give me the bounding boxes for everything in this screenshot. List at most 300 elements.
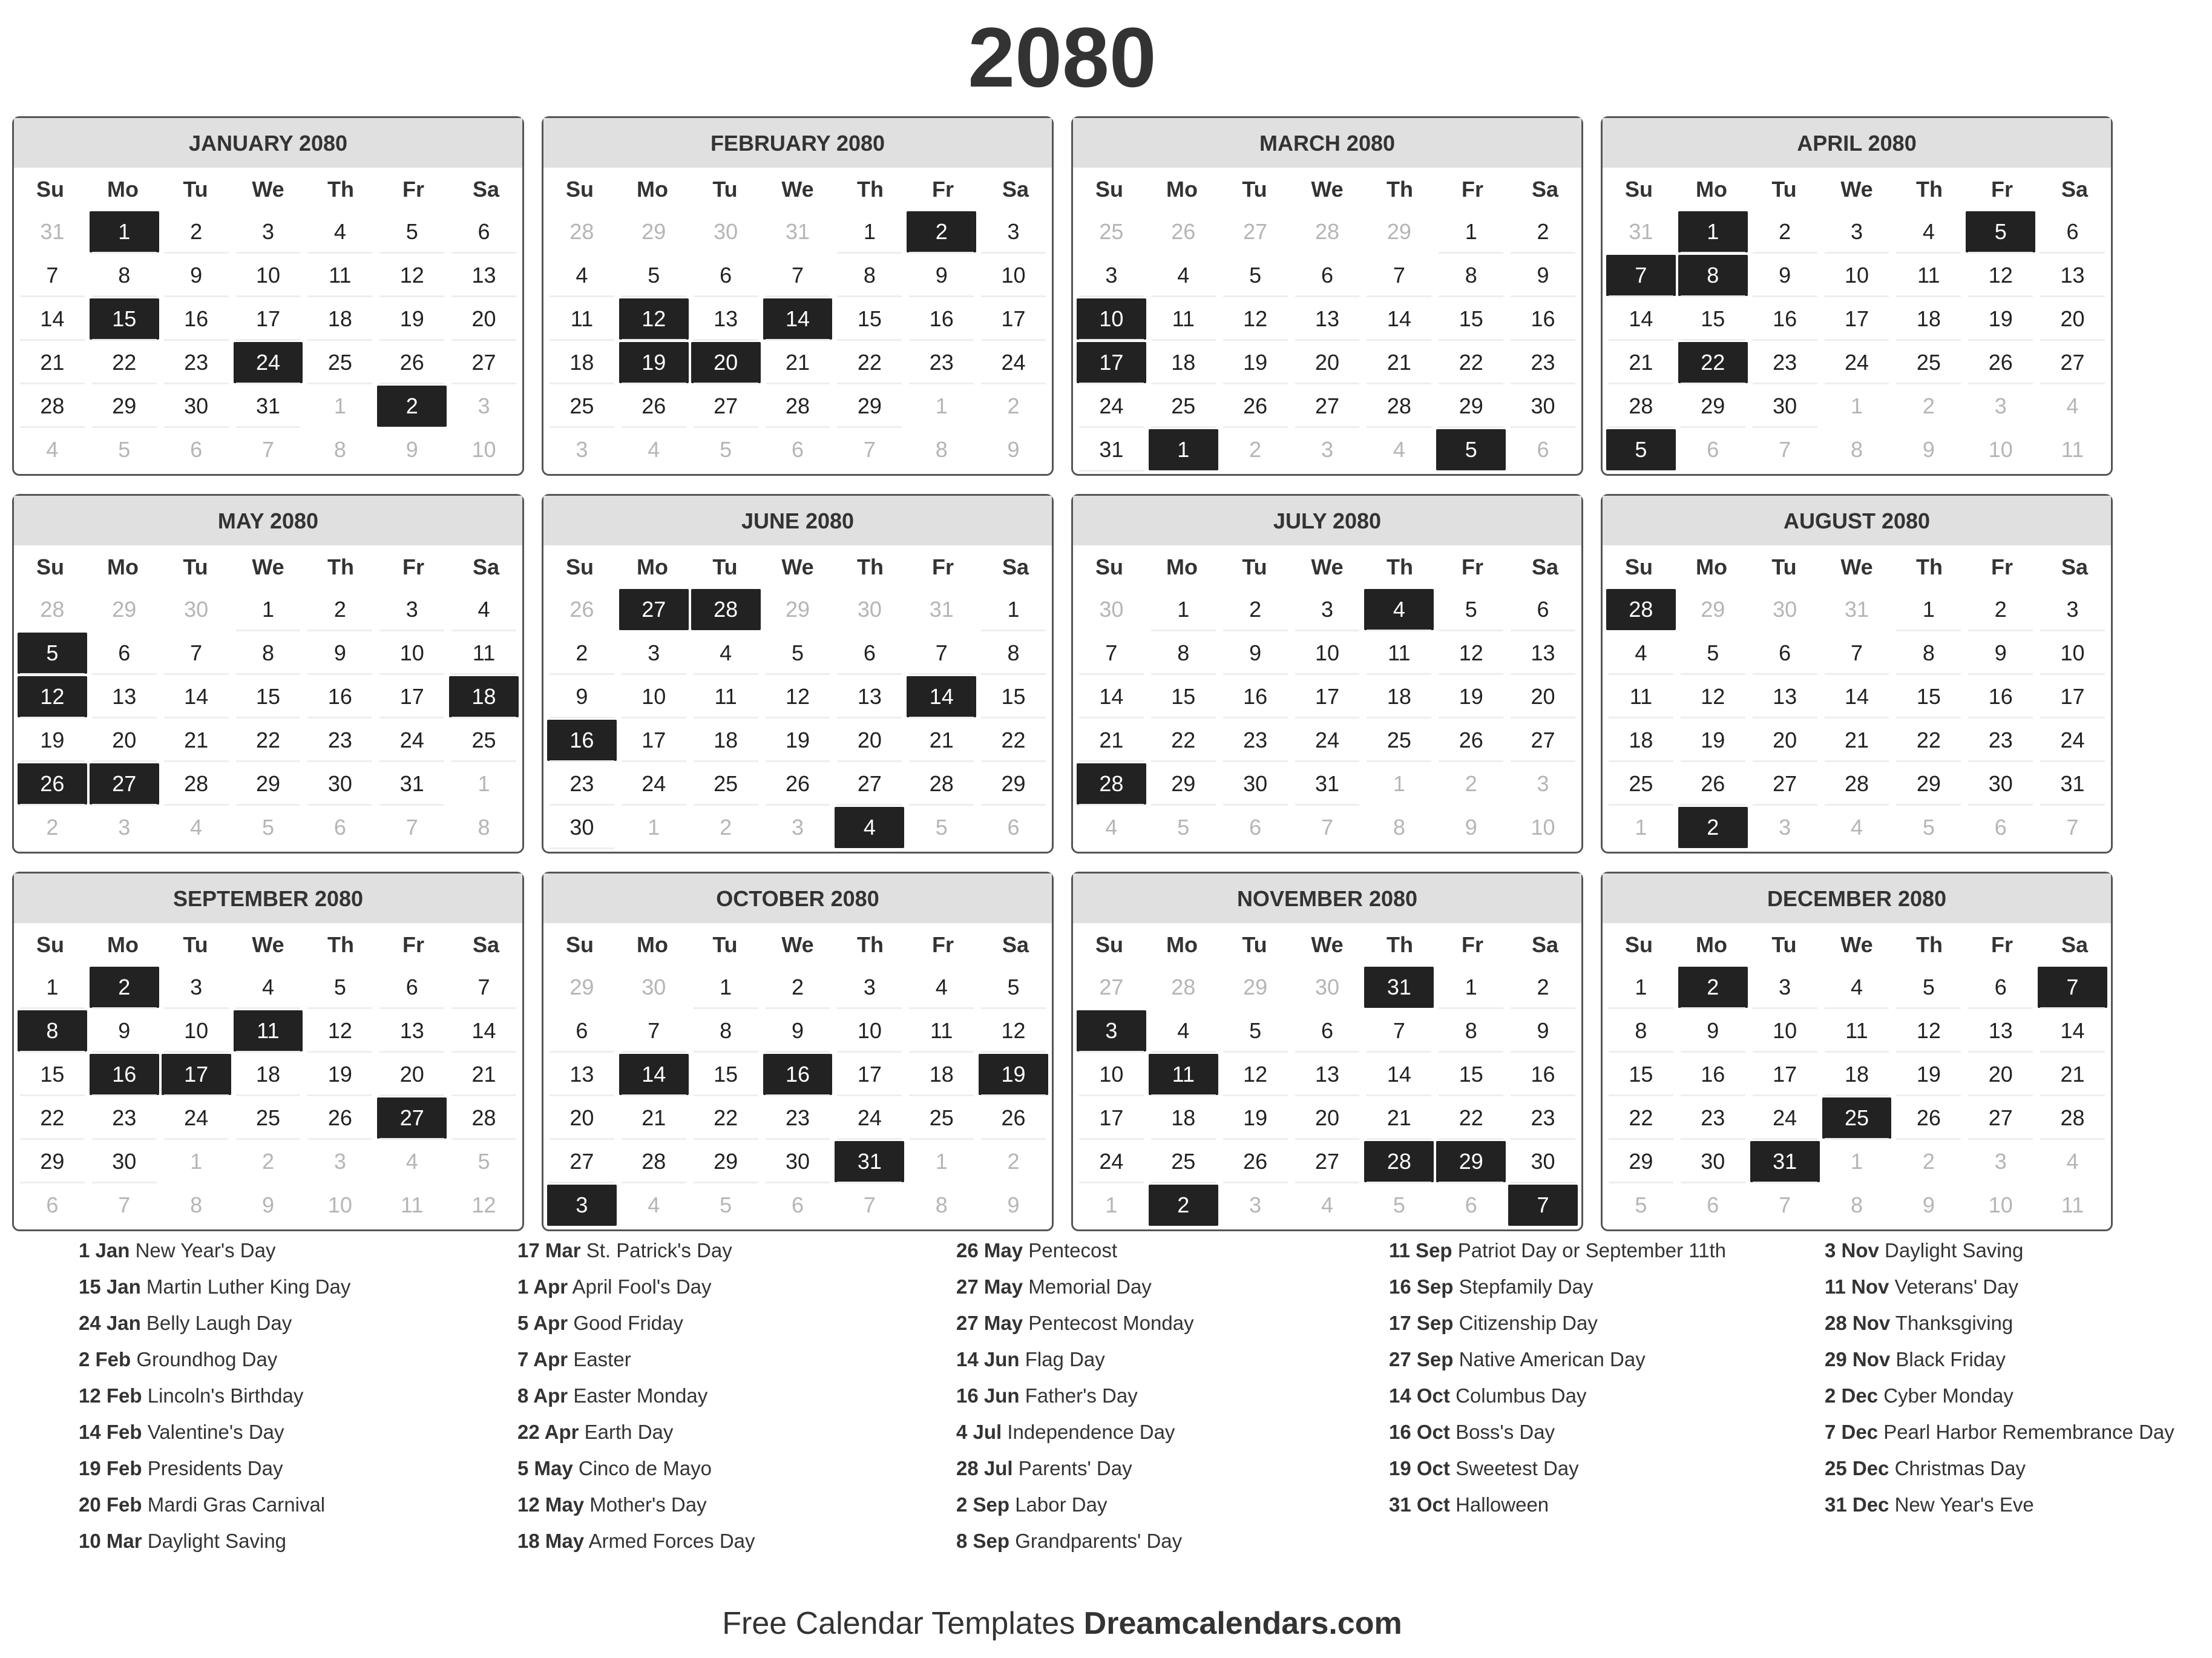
day-cell[interactable]: 9 xyxy=(162,255,231,296)
day-cell[interactable]: 6 xyxy=(1508,589,1578,630)
day-cell[interactable]: 21 xyxy=(1606,342,1676,383)
day-cell[interactable]: 27 xyxy=(1966,1097,2035,1139)
day-cell[interactable]: 5 xyxy=(1221,255,1290,296)
day-cell[interactable]: 6 xyxy=(1966,967,2035,1008)
day-cell[interactable]: 31 xyxy=(1293,763,1362,804)
day-cell-other-month[interactable]: 8 xyxy=(935,1193,948,1217)
day-cell[interactable]: 1 xyxy=(691,967,761,1008)
day-cell[interactable]: 21 xyxy=(449,1054,519,1095)
day-cell-holiday[interactable]: 12 xyxy=(18,676,87,717)
day-cell[interactable]: 25 xyxy=(907,1097,976,1139)
day-cell[interactable]: 21 xyxy=(619,1097,689,1139)
day-cell[interactable]: 24 xyxy=(1750,1097,1820,1139)
day-cell-other-month[interactable]: 8 xyxy=(190,1193,203,1217)
day-cell-other-month[interactable]: 9 xyxy=(1007,1193,1020,1217)
day-cell-holiday[interactable]: 10 xyxy=(1077,298,1146,340)
day-cell[interactable]: 3 xyxy=(377,589,447,630)
day-cell-other-month[interactable]: 29 xyxy=(569,975,594,999)
day-cell[interactable]: 16 xyxy=(1221,676,1290,717)
day-cell[interactable]: 2 xyxy=(305,589,375,630)
day-cell[interactable]: 17 xyxy=(619,720,689,761)
day-cell[interactable]: 15 xyxy=(1894,676,1963,717)
day-cell[interactable]: 11 xyxy=(449,633,519,674)
day-cell[interactable]: 23 xyxy=(1221,720,1290,761)
day-cell[interactable]: 13 xyxy=(1966,1010,2035,1051)
day-cell[interactable]: 2 xyxy=(547,633,617,674)
day-cell-other-month[interactable]: 4 xyxy=(1105,815,1118,840)
day-cell[interactable]: 9 xyxy=(907,255,976,296)
day-cell[interactable]: 7 xyxy=(1364,255,1434,296)
day-cell[interactable]: 1 xyxy=(1436,967,1506,1008)
day-cell[interactable]: 1 xyxy=(835,211,904,252)
day-cell[interactable]: 19 xyxy=(1966,298,2035,340)
day-cell-holiday[interactable]: 14 xyxy=(907,676,976,717)
day-cell-holiday[interactable]: 2 xyxy=(1678,967,1748,1008)
day-cell[interactable]: 20 xyxy=(1293,1097,1362,1139)
day-cell[interactable]: 5 xyxy=(1678,633,1748,674)
day-cell-other-month[interactable]: 7 xyxy=(2066,815,2079,840)
day-cell[interactable]: 31 xyxy=(377,763,447,804)
day-cell[interactable]: 23 xyxy=(1966,720,2035,761)
day-cell-holiday[interactable]: 2 xyxy=(90,967,159,1008)
day-cell[interactable]: 8 xyxy=(234,633,303,674)
day-cell[interactable]: 13 xyxy=(1508,633,1578,674)
day-cell-other-month[interactable]: 9 xyxy=(405,437,418,462)
day-cell[interactable]: 19 xyxy=(18,720,87,761)
day-cell[interactable]: 3 xyxy=(162,967,231,1008)
day-cell[interactable]: 7 xyxy=(907,633,976,674)
day-cell[interactable]: 15 xyxy=(835,298,904,340)
day-cell[interactable]: 4 xyxy=(305,211,375,252)
day-cell-other-month[interactable]: 1 xyxy=(1850,393,1863,418)
day-cell-holiday[interactable]: 28 xyxy=(691,589,761,630)
day-cell[interactable]: 13 xyxy=(1293,298,1362,340)
day-cell[interactable]: 9 xyxy=(763,1010,833,1051)
day-cell-holiday[interactable]: 2 xyxy=(1678,807,1748,848)
day-cell-holiday[interactable]: 3 xyxy=(1077,1010,1146,1051)
day-cell[interactable]: 17 xyxy=(234,298,303,340)
day-cell[interactable]: 11 xyxy=(1364,633,1434,674)
day-cell-holiday[interactable]: 17 xyxy=(162,1054,231,1095)
day-cell[interactable]: 6 xyxy=(2038,211,2107,252)
day-cell[interactable]: 13 xyxy=(2038,255,2107,296)
day-cell-other-month[interactable]: 5 xyxy=(1922,815,1935,840)
day-cell[interactable]: 25 xyxy=(234,1097,303,1139)
day-cell[interactable]: 27 xyxy=(2038,342,2107,383)
day-cell[interactable]: 17 xyxy=(1822,298,1892,340)
day-cell[interactable]: 2 xyxy=(1750,211,1820,252)
day-cell[interactable]: 10 xyxy=(377,633,447,674)
day-cell-other-month[interactable]: 7 xyxy=(1321,815,1333,840)
day-cell[interactable]: 11 xyxy=(1894,255,1963,296)
day-cell[interactable]: 5 xyxy=(979,967,1048,1008)
day-cell[interactable]: 15 xyxy=(1678,298,1748,340)
day-cell-holiday[interactable]: 12 xyxy=(619,298,689,340)
day-cell-other-month[interactable]: 31 xyxy=(1629,219,1653,244)
day-cell[interactable]: 19 xyxy=(1894,1054,1963,1095)
day-cell[interactable]: 14 xyxy=(2038,1010,2107,1051)
day-cell[interactable]: 26 xyxy=(763,763,833,804)
day-cell[interactable]: 19 xyxy=(305,1054,375,1095)
day-cell-holiday[interactable]: 26 xyxy=(18,763,87,804)
day-cell-other-month[interactable]: 6 xyxy=(190,437,203,462)
day-cell[interactable]: 8 xyxy=(691,1010,761,1051)
day-cell-other-month[interactable]: 10 xyxy=(1988,1193,2013,1217)
day-cell-other-month[interactable]: 8 xyxy=(935,437,948,462)
day-cell-other-month[interactable]: 7 xyxy=(863,1193,876,1217)
day-cell-other-month[interactable]: 4 xyxy=(190,815,203,840)
day-cell[interactable]: 11 xyxy=(1606,676,1676,717)
day-cell-other-month[interactable]: 10 xyxy=(1988,437,2013,462)
day-cell-holiday[interactable]: 2 xyxy=(907,211,976,252)
day-cell[interactable]: 9 xyxy=(1508,255,1578,296)
day-cell[interactable]: 29 xyxy=(90,386,159,427)
day-cell[interactable]: 18 xyxy=(234,1054,303,1095)
day-cell-other-month[interactable]: 5 xyxy=(1635,1193,1647,1217)
day-cell-other-month[interactable]: 28 xyxy=(1314,219,1340,244)
day-cell-holiday[interactable]: 28 xyxy=(1364,1141,1434,1182)
day-cell-other-month[interactable]: 5 xyxy=(720,437,732,462)
day-cell[interactable]: 26 xyxy=(1221,1141,1290,1182)
day-cell-holiday[interactable]: 14 xyxy=(763,298,833,340)
day-cell[interactable]: 22 xyxy=(18,1097,87,1139)
day-cell[interactable]: 2 xyxy=(763,967,833,1008)
day-cell[interactable]: 22 xyxy=(1436,1097,1506,1139)
day-cell-holiday[interactable]: 17 xyxy=(1077,342,1146,383)
day-cell[interactable]: 30 xyxy=(1750,386,1820,427)
day-cell[interactable]: 11 xyxy=(907,1010,976,1051)
day-cell[interactable]: 23 xyxy=(1750,342,1820,383)
day-cell-other-month[interactable]: 1 xyxy=(333,393,346,418)
day-cell[interactable]: 12 xyxy=(377,255,447,296)
day-cell[interactable]: 3 xyxy=(234,211,303,252)
day-cell-other-month[interactable]: 2 xyxy=(46,815,59,840)
day-cell-other-month[interactable]: 7 xyxy=(1779,1193,1791,1217)
day-cell-other-month[interactable]: 2 xyxy=(720,815,732,840)
day-cell[interactable]: 28 xyxy=(1364,386,1434,427)
day-cell-holiday[interactable]: 2 xyxy=(1149,1185,1218,1226)
day-cell[interactable]: 7 xyxy=(763,255,833,296)
day-cell-other-month[interactable]: 6 xyxy=(1249,815,1262,840)
day-cell[interactable]: 12 xyxy=(763,676,833,717)
day-cell[interactable]: 12 xyxy=(1436,633,1506,674)
day-cell[interactable]: 6 xyxy=(1293,255,1362,296)
day-cell[interactable]: 29 xyxy=(835,386,904,427)
day-cell[interactable]: 9 xyxy=(305,633,375,674)
day-cell[interactable]: 1 xyxy=(1606,967,1676,1008)
day-cell[interactable]: 24 xyxy=(1077,1141,1146,1182)
day-cell[interactable]: 30 xyxy=(1508,1141,1578,1182)
day-cell[interactable]: 28 xyxy=(449,1097,519,1139)
day-cell-holiday[interactable]: 1 xyxy=(1149,429,1218,470)
day-cell-other-month[interactable]: 9 xyxy=(1922,437,1935,462)
day-cell[interactable]: 14 xyxy=(1822,676,1892,717)
day-cell[interactable]: 24 xyxy=(619,763,689,804)
day-cell[interactable]: 17 xyxy=(835,1054,904,1095)
day-cell-holiday[interactable]: 22 xyxy=(1678,342,1748,383)
day-cell-holiday[interactable]: 31 xyxy=(835,1141,904,1182)
day-cell[interactable]: 27 xyxy=(547,1141,617,1182)
day-cell-other-month[interactable]: 30 xyxy=(1314,975,1340,999)
day-cell-other-month[interactable]: 2 xyxy=(1922,393,1935,418)
day-cell[interactable]: 18 xyxy=(1149,342,1218,383)
day-cell[interactable]: 20 xyxy=(547,1097,617,1139)
day-cell[interactable]: 10 xyxy=(234,255,303,296)
day-cell-other-month[interactable]: 29 xyxy=(1387,219,1411,244)
day-cell[interactable]: 23 xyxy=(763,1097,833,1139)
day-cell[interactable]: 8 xyxy=(1606,1010,1676,1051)
day-cell-holiday[interactable]: 7 xyxy=(1508,1185,1578,1226)
day-cell[interactable]: 14 xyxy=(449,1010,519,1051)
day-cell[interactable]: 30 xyxy=(763,1141,833,1182)
day-cell[interactable]: 25 xyxy=(449,720,519,761)
day-cell[interactable]: 27 xyxy=(691,386,761,427)
day-cell[interactable]: 2 xyxy=(1508,967,1578,1008)
day-cell[interactable]: 20 xyxy=(1293,342,1362,383)
day-cell[interactable]: 17 xyxy=(1293,676,1362,717)
day-cell-other-month[interactable]: 30 xyxy=(714,219,738,244)
day-cell-holiday[interactable]: 3 xyxy=(547,1185,617,1226)
day-cell[interactable]: 20 xyxy=(1750,720,1820,761)
day-cell[interactable]: 6 xyxy=(691,255,761,296)
day-cell[interactable]: 24 xyxy=(1293,720,1362,761)
day-cell[interactable]: 21 xyxy=(1822,720,1892,761)
day-cell-holiday[interactable]: 5 xyxy=(1606,429,1676,470)
day-cell[interactable]: 30 xyxy=(1221,763,1290,804)
day-cell[interactable]: 5 xyxy=(1894,967,1963,1008)
day-cell[interactable]: 19 xyxy=(763,720,833,761)
day-cell[interactable]: 13 xyxy=(835,676,904,717)
day-cell[interactable]: 19 xyxy=(1678,720,1748,761)
day-cell[interactable]: 13 xyxy=(547,1054,617,1095)
day-cell-other-month[interactable]: 30 xyxy=(1773,597,1797,622)
day-cell[interactable]: 9 xyxy=(1966,633,2035,674)
day-cell[interactable]: 26 xyxy=(305,1097,375,1139)
day-cell[interactable]: 5 xyxy=(1221,1010,1290,1051)
day-cell-other-month[interactable]: 6 xyxy=(46,1193,59,1217)
day-cell[interactable]: 17 xyxy=(2038,676,2107,717)
day-cell[interactable]: 4 xyxy=(1606,633,1676,674)
day-cell[interactable]: 27 xyxy=(449,342,519,383)
day-cell[interactable]: 25 xyxy=(1149,386,1218,427)
day-cell[interactable]: 29 xyxy=(1149,763,1218,804)
day-cell[interactable]: 21 xyxy=(1364,1097,1434,1139)
day-cell[interactable]: 15 xyxy=(979,676,1048,717)
day-cell-other-month[interactable]: 4 xyxy=(1321,1193,1333,1217)
day-cell[interactable]: 29 xyxy=(691,1141,761,1182)
day-cell[interactable]: 26 xyxy=(1966,342,2035,383)
day-cell-holiday[interactable]: 16 xyxy=(547,720,617,761)
day-cell[interactable]: 22 xyxy=(90,342,159,383)
day-cell-other-month[interactable]: 30 xyxy=(184,597,209,622)
day-cell[interactable]: 15 xyxy=(1149,676,1218,717)
day-cell[interactable]: 25 xyxy=(547,386,617,427)
day-cell[interactable]: 5 xyxy=(377,211,447,252)
day-cell-other-month[interactable]: 6 xyxy=(1707,1193,1719,1217)
day-cell[interactable]: 12 xyxy=(979,1010,1048,1051)
day-cell[interactable]: 9 xyxy=(1750,255,1820,296)
day-cell[interactable]: 3 xyxy=(619,633,689,674)
day-cell[interactable]: 24 xyxy=(377,720,447,761)
day-cell[interactable]: 20 xyxy=(449,298,519,340)
day-cell[interactable]: 9 xyxy=(1508,1010,1578,1051)
day-cell-other-month[interactable]: 5 xyxy=(261,815,274,840)
day-cell-other-month[interactable]: 4 xyxy=(648,437,660,462)
day-cell-other-month[interactable]: 1 xyxy=(1105,1193,1118,1217)
day-cell[interactable]: 25 xyxy=(305,342,375,383)
day-cell[interactable]: 7 xyxy=(1077,633,1146,674)
day-cell-other-month[interactable]: 1 xyxy=(190,1149,203,1174)
day-cell[interactable]: 10 xyxy=(979,255,1048,296)
day-cell[interactable]: 14 xyxy=(18,298,87,340)
day-cell[interactable]: 23 xyxy=(547,763,617,804)
day-cell[interactable]: 11 xyxy=(691,676,761,717)
day-cell[interactable]: 27 xyxy=(1293,386,1362,427)
day-cell-other-month[interactable]: 4 xyxy=(648,1193,660,1217)
day-cell-other-month[interactable]: 11 xyxy=(2061,1193,2084,1217)
day-cell-other-month[interactable]: 2 xyxy=(1465,771,1477,796)
day-cell[interactable]: 7 xyxy=(18,255,87,296)
day-cell[interactable]: 13 xyxy=(377,1010,447,1051)
day-cell-other-month[interactable]: 3 xyxy=(1994,1149,2007,1174)
day-cell[interactable]: 22 xyxy=(835,342,904,383)
day-cell[interactable]: 17 xyxy=(1077,1097,1146,1139)
day-cell[interactable]: 4 xyxy=(547,255,617,296)
day-cell-other-month[interactable]: 6 xyxy=(1707,437,1719,462)
day-cell[interactable]: 16 xyxy=(907,298,976,340)
day-cell-other-month[interactable]: 6 xyxy=(333,815,346,840)
day-cell-holiday[interactable]: 28 xyxy=(1606,589,1676,630)
day-cell[interactable]: 13 xyxy=(90,676,159,717)
day-cell[interactable]: 15 xyxy=(1436,1054,1506,1095)
day-cell-other-month[interactable]: 10 xyxy=(471,437,496,462)
day-cell-holiday[interactable]: 27 xyxy=(377,1097,447,1139)
day-cell[interactable]: 13 xyxy=(1750,676,1820,717)
day-cell[interactable]: 13 xyxy=(1293,1054,1362,1095)
day-cell[interactable]: 7 xyxy=(619,1010,689,1051)
day-cell[interactable]: 25 xyxy=(1894,342,1963,383)
day-cell[interactable]: 23 xyxy=(90,1097,159,1139)
day-cell[interactable]: 24 xyxy=(162,1097,231,1139)
day-cell-other-month[interactable]: 4 xyxy=(2066,393,2079,418)
day-cell[interactable]: 29 xyxy=(234,763,303,804)
day-cell[interactable]: 22 xyxy=(234,720,303,761)
day-cell-other-month[interactable]: 2 xyxy=(1249,437,1262,462)
day-cell[interactable]: 17 xyxy=(979,298,1048,340)
day-cell-other-month[interactable]: 3 xyxy=(1537,771,1549,796)
day-cell[interactable]: 30 xyxy=(547,807,617,848)
day-cell-other-month[interactable]: 4 xyxy=(1850,815,1863,840)
day-cell-other-month[interactable]: 1 xyxy=(478,771,490,796)
day-cell[interactable]: 18 xyxy=(1149,1097,1218,1139)
day-cell-other-month[interactable]: 8 xyxy=(1393,815,1405,840)
day-cell[interactable]: 13 xyxy=(449,255,519,296)
day-cell[interactable]: 28 xyxy=(2038,1097,2107,1139)
day-cell[interactable]: 12 xyxy=(1966,255,2035,296)
day-cell[interactable]: 26 xyxy=(619,386,689,427)
day-cell-other-month[interactable]: 11 xyxy=(401,1193,424,1217)
day-cell[interactable]: 10 xyxy=(835,1010,904,1051)
day-cell[interactable]: 21 xyxy=(18,342,87,383)
day-cell[interactable]: 22 xyxy=(979,720,1048,761)
day-cell[interactable]: 25 xyxy=(1364,720,1434,761)
day-cell[interactable]: 2 xyxy=(162,211,231,252)
day-cell[interactable]: 6 xyxy=(835,633,904,674)
day-cell-other-month[interactable]: 10 xyxy=(1531,815,1555,840)
day-cell[interactable]: 29 xyxy=(1894,763,1963,804)
day-cell-other-month[interactable]: 12 xyxy=(471,1193,496,1217)
day-cell-holiday[interactable]: 19 xyxy=(979,1054,1048,1095)
day-cell-other-month[interactable]: 27 xyxy=(1243,219,1268,244)
day-cell[interactable]: 7 xyxy=(449,967,519,1008)
day-cell-holiday[interactable]: 15 xyxy=(90,298,159,340)
day-cell[interactable]: 10 xyxy=(1750,1010,1820,1051)
day-cell[interactable]: 7 xyxy=(162,633,231,674)
day-cell-holiday[interactable]: 27 xyxy=(90,763,159,804)
day-cell[interactable]: 21 xyxy=(763,342,833,383)
day-cell[interactable]: 28 xyxy=(619,1141,689,1182)
day-cell-other-month[interactable]: 29 xyxy=(1243,975,1268,999)
day-cell-other-month[interactable]: 28 xyxy=(1171,975,1196,999)
day-cell-other-month[interactable]: 8 xyxy=(333,437,346,462)
day-cell[interactable]: 4 xyxy=(691,633,761,674)
day-cell[interactable]: 6 xyxy=(90,633,159,674)
day-cell[interactable]: 22 xyxy=(1149,720,1218,761)
day-cell[interactable]: 4 xyxy=(1822,967,1892,1008)
day-cell-other-month[interactable]: 9 xyxy=(261,1193,274,1217)
day-cell[interactable]: 22 xyxy=(1606,1097,1676,1139)
day-cell-other-month[interactable]: 1 xyxy=(935,393,948,418)
day-cell[interactable]: 8 xyxy=(979,633,1048,674)
day-cell[interactable]: 1 xyxy=(18,967,87,1008)
day-cell-holiday[interactable]: 31 xyxy=(1364,967,1434,1008)
day-cell[interactable]: 29 xyxy=(1606,1141,1676,1182)
day-cell[interactable]: 18 xyxy=(907,1054,976,1095)
day-cell-holiday[interactable]: 20 xyxy=(691,342,761,383)
day-cell[interactable]: 27 xyxy=(1293,1141,1362,1182)
day-cell-holiday[interactable]: 27 xyxy=(619,589,689,630)
day-cell-holiday[interactable]: 2 xyxy=(377,386,447,427)
day-cell[interactable]: 12 xyxy=(1221,298,1290,340)
day-cell[interactable]: 9 xyxy=(90,1010,159,1051)
day-cell[interactable]: 19 xyxy=(1436,676,1506,717)
day-cell-holiday[interactable]: 31 xyxy=(1750,1141,1820,1182)
day-cell[interactable]: 23 xyxy=(1678,1097,1748,1139)
day-cell-holiday[interactable]: 28 xyxy=(1077,763,1146,804)
day-cell[interactable]: 6 xyxy=(449,211,519,252)
day-cell[interactable]: 29 xyxy=(979,763,1048,804)
day-cell[interactable]: 21 xyxy=(162,720,231,761)
day-cell-other-month[interactable]: 31 xyxy=(785,219,810,244)
day-cell[interactable]: 27 xyxy=(835,763,904,804)
day-cell[interactable]: 18 xyxy=(1822,1054,1892,1095)
day-cell[interactable]: 31 xyxy=(2038,763,2107,804)
day-cell[interactable]: 20 xyxy=(1508,676,1578,717)
day-cell-other-month[interactable]: 3 xyxy=(1779,815,1791,840)
day-cell-other-month[interactable]: 1 xyxy=(648,815,660,840)
day-cell[interactable]: 16 xyxy=(1678,1054,1748,1095)
day-cell-other-month[interactable]: 2 xyxy=(1007,393,1020,418)
day-cell-holiday[interactable]: 19 xyxy=(619,342,689,383)
day-cell[interactable]: 24 xyxy=(1077,386,1146,427)
day-cell[interactable]: 16 xyxy=(1966,676,2035,717)
day-cell[interactable]: 4 xyxy=(1149,1010,1218,1051)
day-cell[interactable]: 5 xyxy=(763,633,833,674)
day-cell[interactable]: 17 xyxy=(1750,1054,1820,1095)
day-cell-holiday[interactable]: 16 xyxy=(90,1054,159,1095)
day-cell[interactable]: 1 xyxy=(1149,589,1218,630)
day-cell[interactable]: 18 xyxy=(1894,298,1963,340)
